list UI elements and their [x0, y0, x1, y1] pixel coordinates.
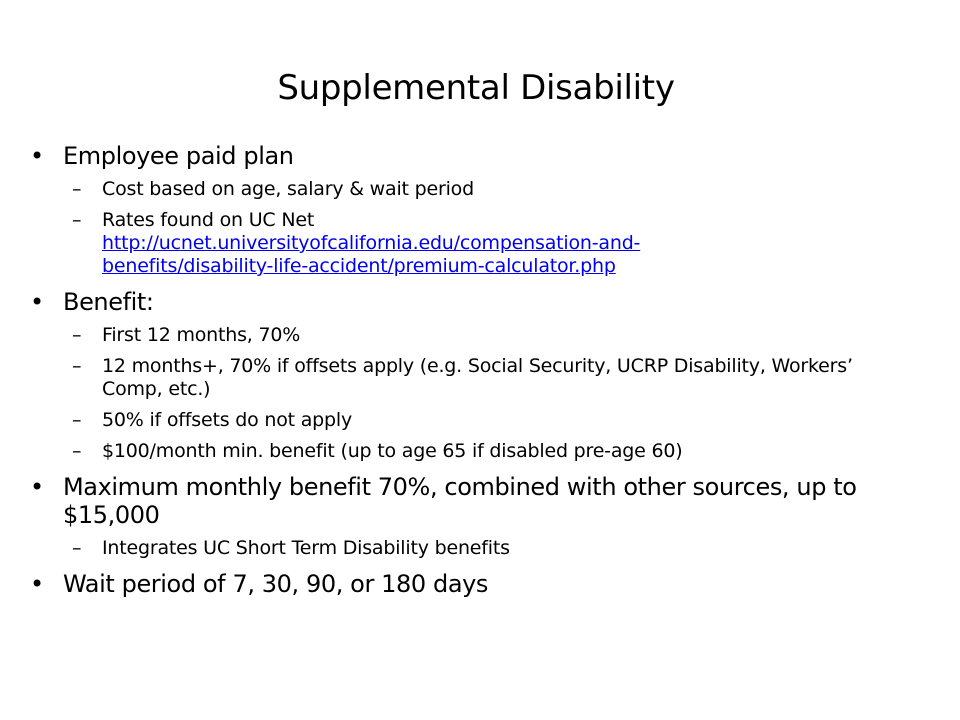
sub-bullet-text: 12 months+, 70% if offsets apply (e.g. Social Security, UCRP Disability, Workers’ Comp, etc.): [102, 355, 853, 400]
sub-bullet-text: Cost based on age, salary & wait period: [102, 178, 474, 200]
bullet-icon: •: [30, 570, 44, 598]
dash-icon: –: [72, 178, 82, 200]
sub-bullet-text: Rates found on UC Net: [102, 209, 315, 231]
sub-bullet-min-benefit: [0, 440, 960, 463]
sub-bullet-cost: [0, 178, 960, 201]
dash-icon: –: [72, 209, 82, 231]
bullet-icon: •: [30, 473, 44, 501]
bullet-employee-paid-plan: [0, 142, 960, 170]
dash-icon: –: [72, 537, 82, 559]
sub-bullet-text: First 12 months, 70%: [102, 324, 301, 346]
sub-bullet-integrates: [0, 537, 960, 560]
dash-icon: –: [72, 355, 82, 377]
bullet-text: Wait period of 7, 30, 90, or 180 days: [63, 570, 489, 598]
sub-bullet-50-percent: [0, 409, 960, 432]
premium-calculator-link-line1[interactable]: http://ucnet.universityofcalifornia.edu/compensation-and-: [102, 232, 641, 254]
slide-title: Supplemental Disability: [277, 68, 675, 108]
bullet-wait-period: [0, 570, 960, 598]
sub-bullet-rates: [0, 209, 960, 278]
dash-icon: –: [72, 440, 82, 462]
slide-content: [0, 138, 960, 598]
bullet-icon: •: [30, 288, 44, 316]
bullet-icon: •: [30, 142, 44, 170]
bullet-maximum-monthly-benefit: [0, 473, 960, 529]
bullet-benefit: [0, 288, 960, 316]
sub-bullet-text: Integrates UC Short Term Disability benefits: [102, 537, 510, 559]
premium-calculator-link-line2[interactable]: benefits/disability-life-accident/premium-calculator.php: [102, 255, 616, 277]
bullet-text: Benefit:: [63, 288, 154, 316]
dash-icon: –: [72, 409, 82, 431]
sub-bullet-text: $100/month min. benefit (up to age 65 if disabled pre-age 60): [102, 440, 683, 462]
sub-bullet-text: 50% if offsets do not apply: [102, 409, 353, 431]
dash-icon: –: [72, 324, 82, 346]
sub-bullet-12-months-plus: [0, 355, 960, 401]
bullet-text: Employee paid plan: [63, 142, 294, 170]
bullet-text: Maximum monthly benefit 70%, combined with other sources, up to $15,000: [63, 473, 857, 529]
sub-bullet-first-12-months: [0, 324, 960, 347]
